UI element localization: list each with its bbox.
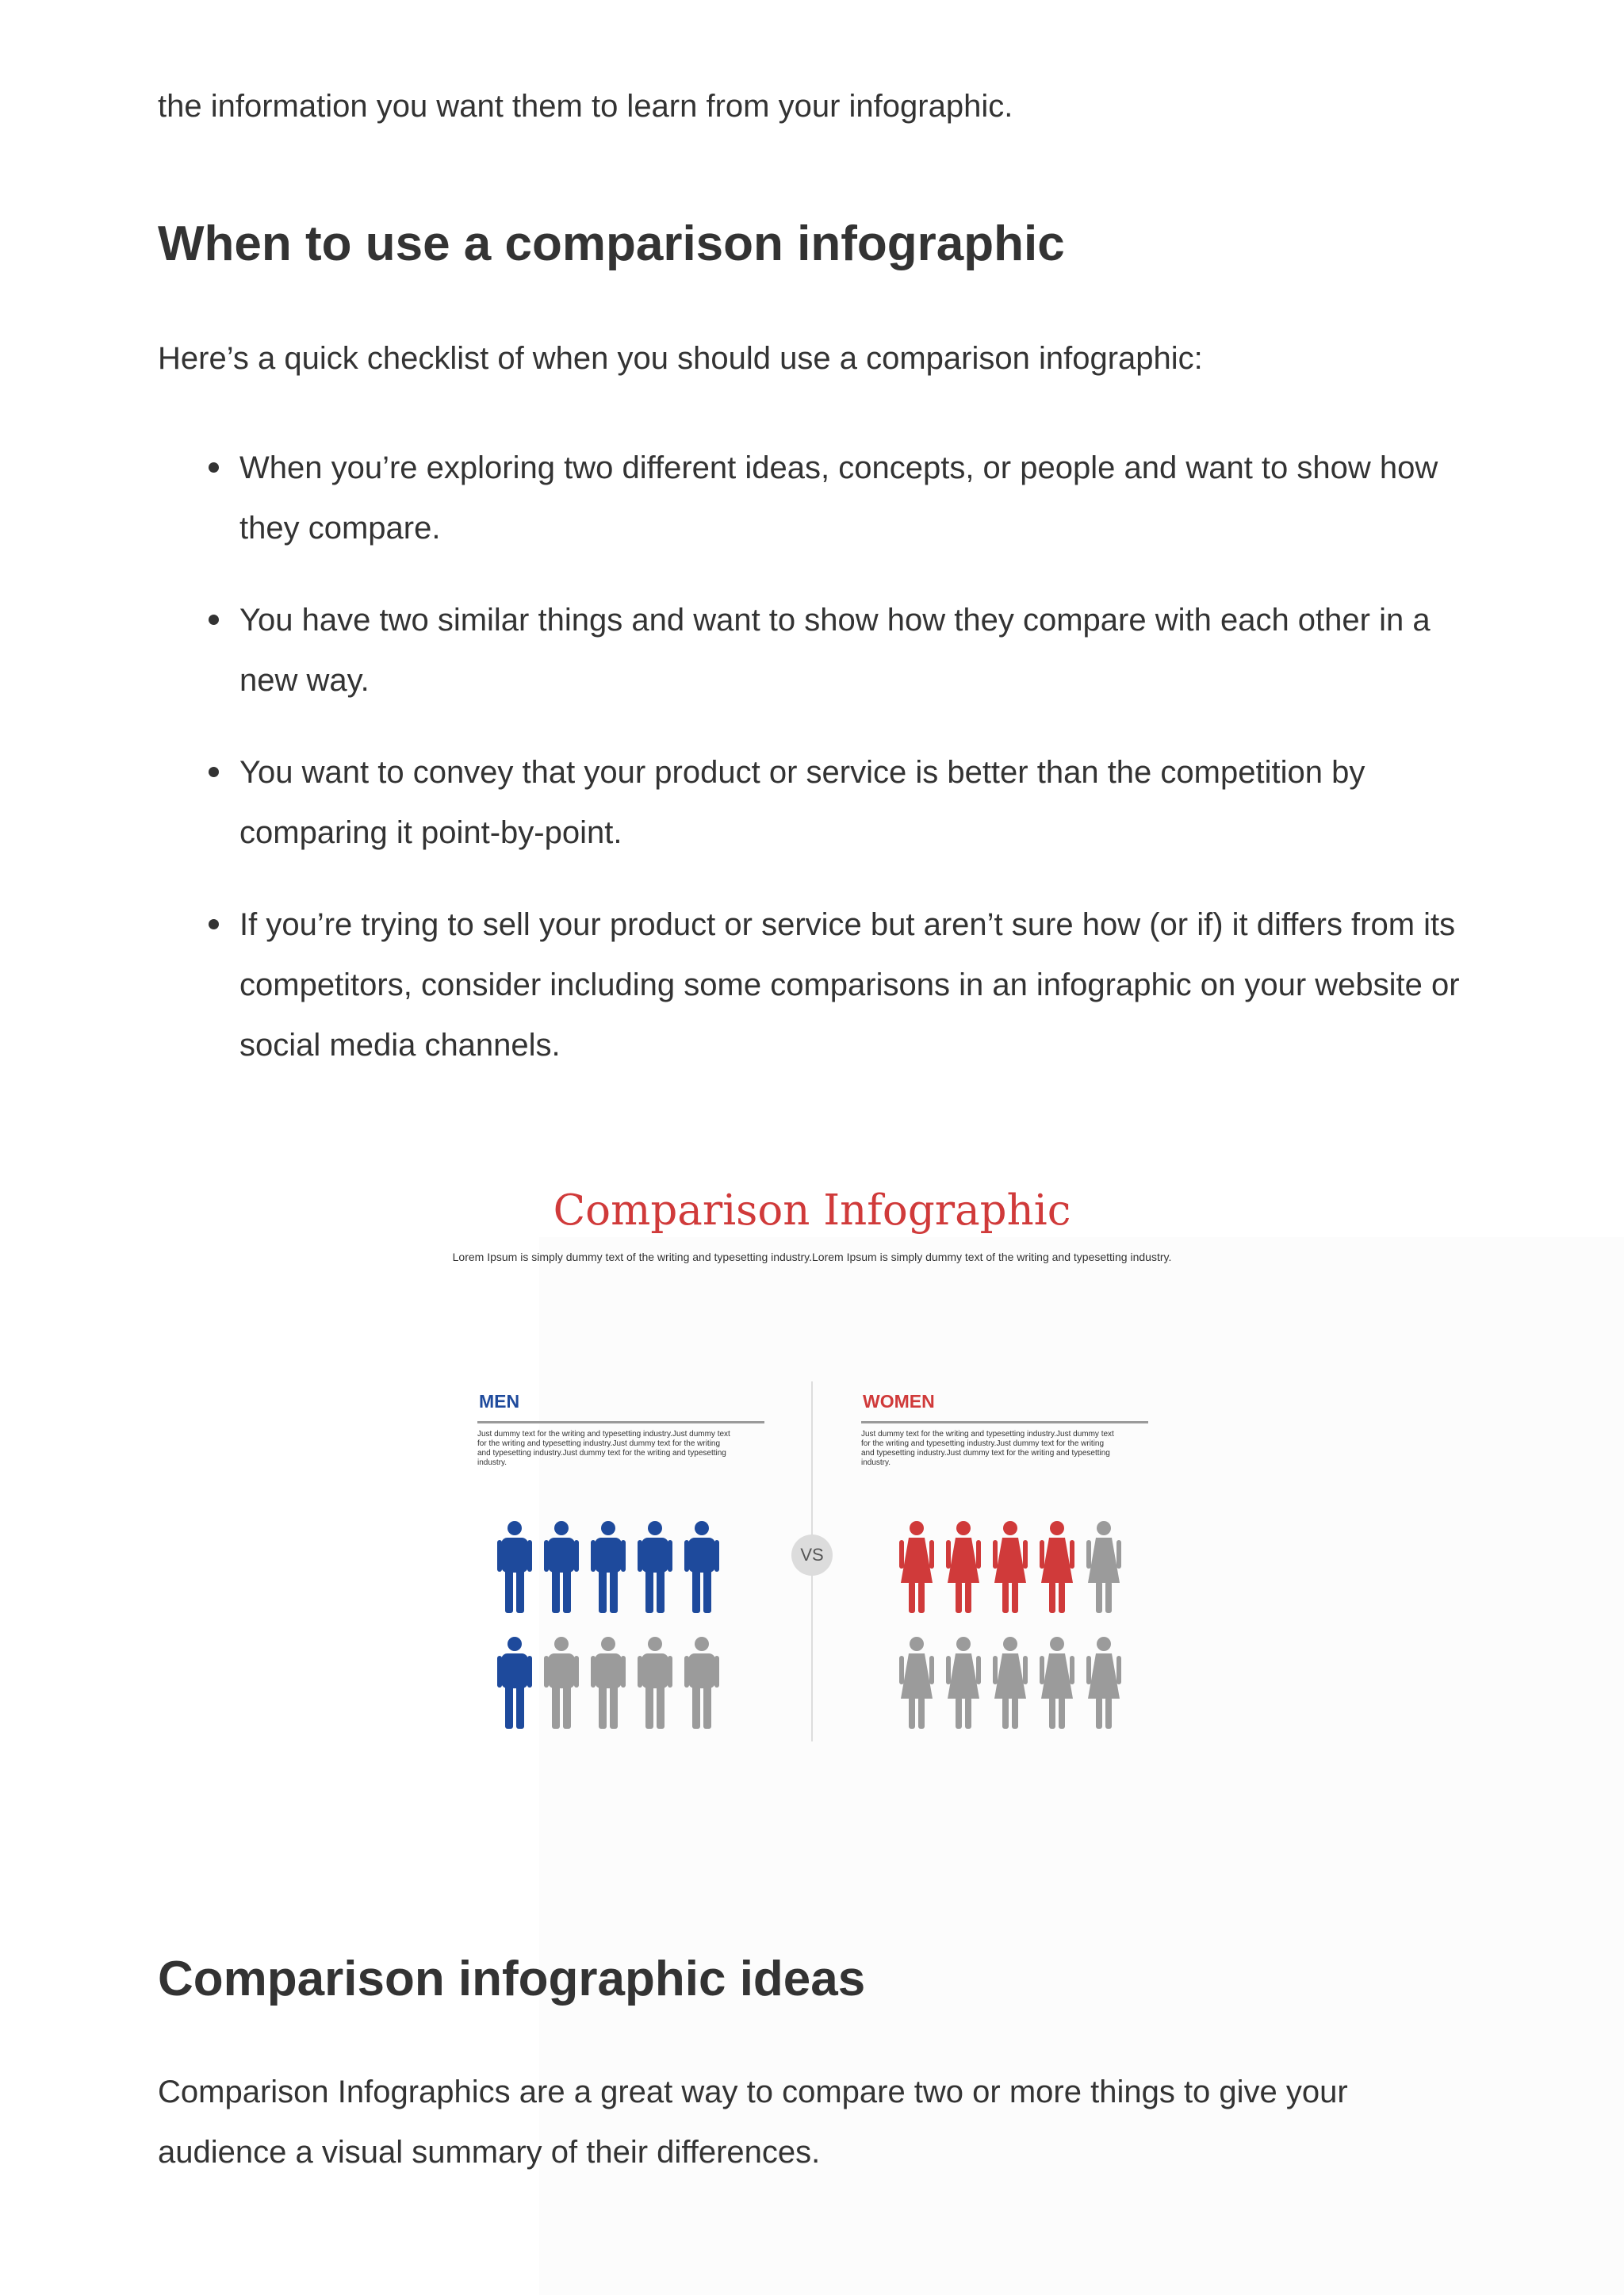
intro-paragraph: the information you want them to learn from your infographic. xyxy=(158,89,1013,124)
man-empty-icon xyxy=(591,1637,626,1729)
man-filled-icon xyxy=(684,1521,719,1613)
list-item: You have two similar things and want to show how they compare with each other in a new way. xyxy=(158,590,1474,711)
section-heading-ideas: Comparison infographic ideas xyxy=(158,1952,866,2006)
checklist xyxy=(158,438,1474,1107)
woman-filled-icon xyxy=(899,1521,934,1613)
vs-badge: VS xyxy=(791,1534,833,1576)
list-item: You want to convey that your product or service is better than the competition by comparing it point-by-point. xyxy=(158,742,1474,863)
men-label: MEN xyxy=(479,1391,520,1412)
ideas-paragraph: Comparison Infographics are a great way to compare two or more things to give your audience a visual summary of their differences. xyxy=(158,2075,1348,2170)
bullet-icon xyxy=(209,767,219,777)
woman-empty-icon xyxy=(946,1637,981,1729)
checklist-lead: Here’s a quick checklist of when you should use a comparison infographic: xyxy=(158,341,1203,376)
bullet-icon xyxy=(209,615,219,625)
infographic-title: Comparison Infographic xyxy=(553,1186,1071,1235)
man-filled-icon xyxy=(638,1521,672,1613)
woman-filled-icon xyxy=(1040,1521,1074,1613)
man-filled-icon xyxy=(497,1521,532,1613)
infographic-subtitle: Lorem Ipsum is simply dummy text of the writing and typesetting industry.Lorem Ipsum is simply dummy text of the writing and typesetting industry. xyxy=(452,1251,1172,1263)
section-heading-when: When to use a comparison infographic xyxy=(158,216,1065,271)
man-filled-icon xyxy=(497,1637,532,1729)
women-label: WOMEN xyxy=(863,1391,935,1412)
man-empty-icon xyxy=(544,1637,579,1729)
bullet-icon xyxy=(209,462,219,473)
man-empty-icon xyxy=(684,1637,719,1729)
woman-empty-icon xyxy=(1086,1521,1121,1613)
man-filled-icon xyxy=(591,1521,626,1613)
woman-empty-icon xyxy=(899,1637,934,1729)
woman-filled-icon xyxy=(946,1521,981,1613)
woman-empty-icon xyxy=(1086,1637,1121,1729)
man-filled-icon xyxy=(544,1521,579,1613)
woman-empty-icon xyxy=(1040,1637,1074,1729)
woman-empty-icon xyxy=(993,1637,1028,1729)
woman-filled-icon xyxy=(993,1521,1028,1613)
bullet-icon xyxy=(209,919,219,929)
women-divider-line xyxy=(861,1421,1148,1423)
list-item: When you’re exploring two different ideas, concepts, or people and want to show how they compare. xyxy=(158,438,1474,558)
man-empty-icon xyxy=(638,1637,672,1729)
list-item: If you’re trying to sell your product or service but aren’t sure how (or if) it differs from its competitors, consider including some comparisons in an infographic on your website or social media channels. xyxy=(158,895,1474,1075)
men-description: Just dummy text for the writing and typesetting industry.Just dummy text for the writing and typesetting industry.Just dummy text for the writing and typesetting industry.Just dummy text for the writing and typesetting industry. xyxy=(477,1430,730,1467)
men-divider-line xyxy=(477,1421,764,1423)
women-description: Just dummy text for the writing and typesetting industry.Just dummy text for the writing and typesetting industry.Just dummy text for the writing and typesetting industry.Just dummy text for the writing and typesetting industry. xyxy=(861,1430,1114,1467)
